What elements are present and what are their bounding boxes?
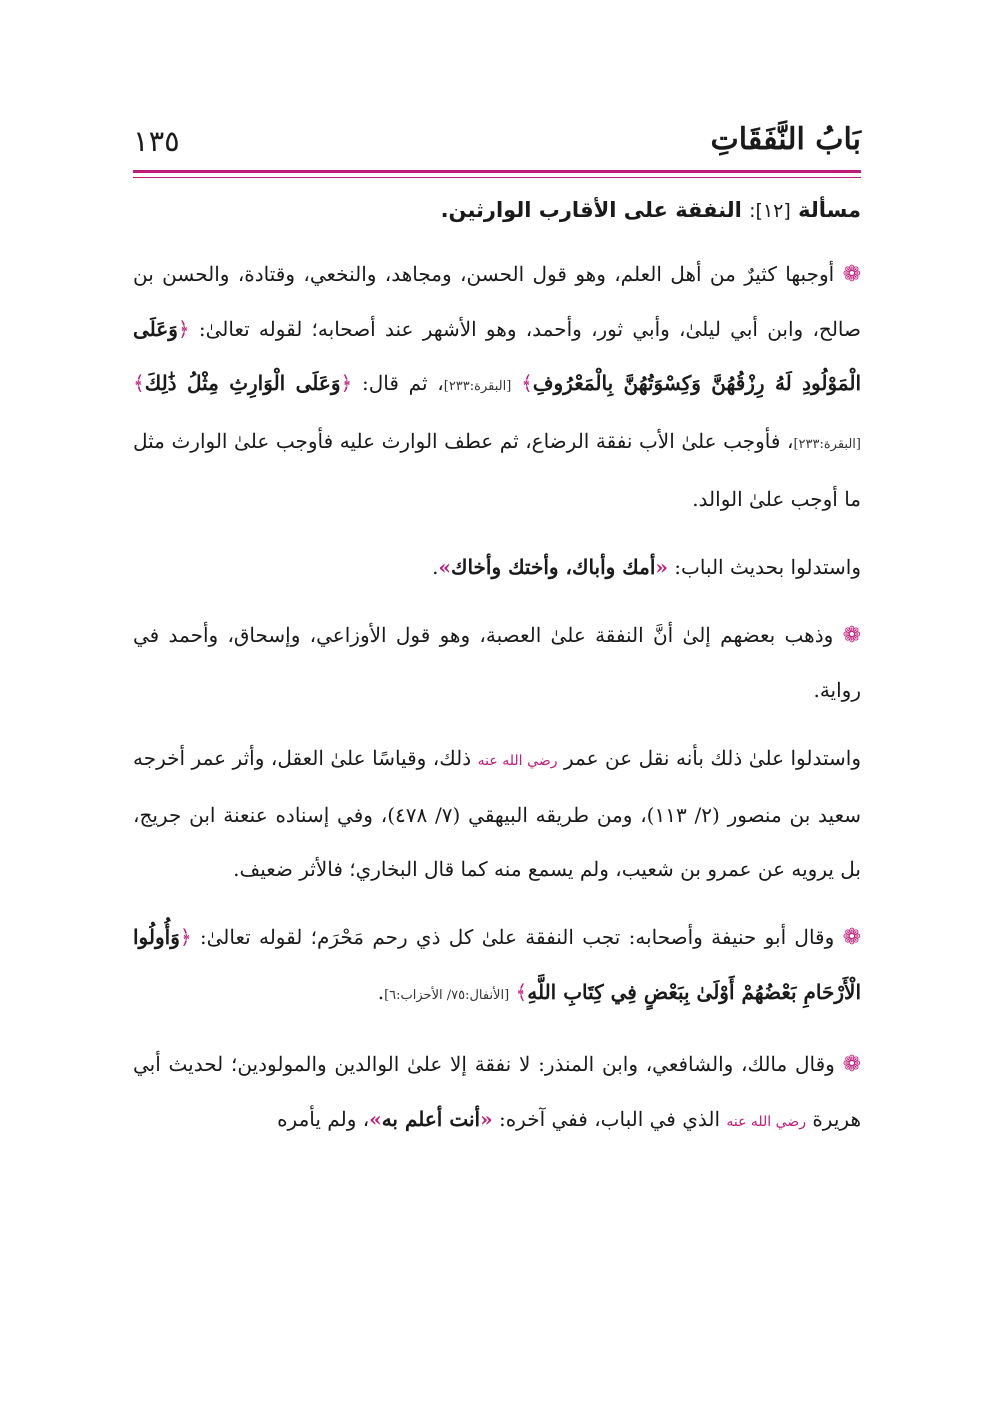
chapter-title: بَابُ النَّفَقَاتِ [710,122,861,157]
hadith-quote-open: « [480,1107,493,1131]
page-number: ١٣٥ [133,124,180,158]
text: ، فأوجب علىٰ الأب نفقة الرضاع، ثم عطف الوارث عليه فأوجب علىٰ الوارث مثل ما أوجب علىٰ الوالد. [133,429,861,511]
quote-open: ﴿ [179,925,192,949]
quran-quote [133,371,352,395]
text: وقال أبو حنيفة وأصحابه: تجب النفقة علىٰ كل ذي رحم مَحْرَم؛ لقوله تعالىٰ: [199,925,835,949]
paragraph-6 [133,1037,861,1149]
quote-open: ﴿ [340,371,353,395]
paragraph-3 [133,608,861,717]
honorific: رضي الله عنه [477,753,558,769]
header-rule-thick [133,170,861,173]
page-header [133,118,861,170]
flower-ornament-icon: ❁ [842,925,862,950]
quran-reference: [البقرة:٢٣٣] [793,437,861,452]
quran-text: وَعَلَى الْوَارِثِ مِثْلُ ذَٰلِكَ [144,371,341,395]
text: واستدلوا علىٰ ذلك بأنه نقل عن عمر [563,746,861,770]
text: وذهب بعضهم إلىٰ أنَّ النفقة علىٰ العصبة، وهو قول الأوزاعي، وإسحاق، وأحمد في رواية. [133,623,861,702]
quran-reference: [البقرة:٢٣٣] [443,379,512,394]
hadith-quote [369,1107,492,1131]
text: ذلك، وقياسًا علىٰ العقل، وأثر عمر أخرجه سعيد بن منصور (٢/ ١١٣)، ومن طريقه البيهقي (٧/ ٤٧٨)، وفي إسناده عنعنة ابن جريج، بل يرويه عن عمرو بن شعيب، ولم يسمع منه كما قال البخاري؛ فالأثر ضعيف. [133,746,861,881]
page-body [133,192,861,1163]
hadith-quote [438,555,667,579]
flower-ornament-icon: ❁ [842,1052,862,1077]
text: . [377,980,385,1004]
flower-ornament-icon: ❁ [842,262,861,287]
hadith-text: أمك وأباك، وأختك وأخاك [450,555,656,579]
honorific: رضي الله عنه [726,1114,806,1130]
quran-text: وَأُولُوا الْأَرْحَامِ بَعْضُهُمْ أَوْلَىٰ بِبَعْضٍ فِي كِتَابِ اللَّهِ [133,925,861,1004]
text: ، ثم قال: [361,371,444,395]
header-rule-thin [133,177,861,178]
flower-ornament-icon: ❁ [842,623,862,648]
issue-number: [١٢]: [749,200,791,222]
text: . [432,555,439,579]
paragraph-5 [133,910,861,1023]
quote-close: ﴾ [133,371,145,395]
hadith-text: أنت أعلم به [381,1107,481,1131]
text: ، ولم يأمره [277,1107,370,1131]
text: وقال مالك، والشافعي، وابن المنذر: لا نفقة إلا علىٰ الوالدين والمولودين؛ لحديث أبي هريرة [133,1052,861,1131]
paragraph-4 [133,731,861,896]
quote-close: ﴾ [515,980,528,1004]
issue-label: مسألة [798,198,861,222]
quran-text: وَعَلَى الْمَوْلُودِ لَهُ رِزْقُهُنَّ وَكِسْوَتُهُنَّ بِالْمَعْرُوفِ [133,317,862,395]
paragraph-2 [133,540,861,594]
hadith-quote-open: « [655,555,668,579]
text: أوجبها كثيرٌ من أهل العلم، وهو قول الحسن، ومجاهد، والنخعي، وقتادة، والحسن بن صالح، وابن أبي ليلىٰ، وأبي ثور، وأحمد، وهو الأشهر عند أصحابه؛ لقوله تعالىٰ: [133,262,861,341]
quran-reference: [الأنفال:٧٥/ الأحزاب:٦] [384,988,510,1003]
issue-heading [133,192,861,229]
hadith-quote-close: » [369,1107,382,1131]
quote-open: ﴿ [177,317,190,341]
text: الذي في الباب، ففي آخره: [498,1107,720,1131]
issue-title: النفقة على الأقارب الوارثين. [440,198,742,222]
hadith-quote-close: » [438,555,451,579]
quote-close: ﴾ [521,371,533,395]
text: واستدلوا بحديث الباب: [674,555,861,579]
paragraph-1 [133,247,861,526]
